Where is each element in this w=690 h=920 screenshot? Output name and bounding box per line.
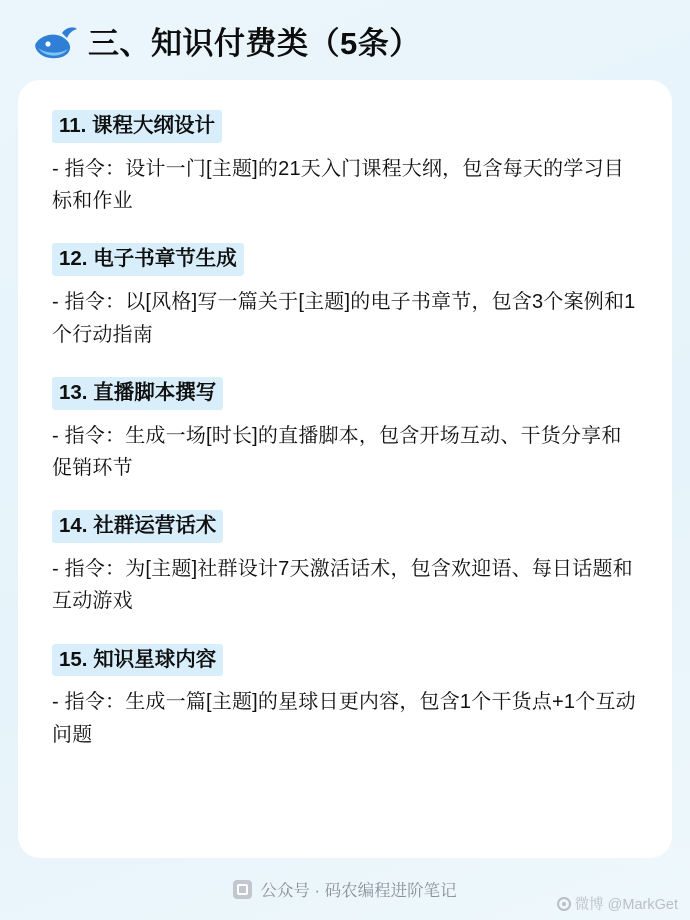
entry-title: 15. 知识星球内容: [52, 644, 223, 677]
entry-body: - 指令：为[主题]社群设计7天激活话术，包含欢迎语、每日话题和互动游戏: [52, 558, 633, 613]
qr-code-icon: [233, 880, 252, 899]
entry-body: - 指令：生成一场[时长]的直播脚本，包含开场互动、干货分享和促销环节: [52, 424, 622, 479]
watermark: [557, 893, 678, 914]
entry-body: - 指令：以[风格]写一篇关于[主题]的电子书章节，包含3个案例和1个行动指南: [52, 291, 636, 346]
page-header: [18, 18, 672, 74]
entry-title: 12. 电子书章节生成: [52, 243, 244, 276]
page-title: 三、知识付费类（5条）: [88, 25, 421, 61]
entry-title: 14. 社群运营话术: [52, 510, 223, 543]
list-item: [52, 243, 638, 350]
entry-body: - 指令：生成一篇[主题]的星球日更内容，包含1个干货点+1个互动问题: [52, 691, 636, 746]
entry-body: - 指令：设计一门[主题]的21天入门课程大纲，包含每天的学习目标和作业: [52, 157, 624, 213]
list-item: [52, 644, 638, 751]
list-item: [52, 377, 638, 484]
list-item: [52, 110, 638, 217]
content-card: [18, 80, 672, 858]
list-item: [52, 510, 638, 617]
whale-icon: [32, 24, 78, 64]
watermark-text: 微博 @MarkGet: [574, 897, 678, 913]
footer-text: 公众号 · 码农编程进阶笔记: [260, 882, 457, 900]
entry-title: 13. 直播脚本撰写: [52, 377, 223, 410]
entry-title: 11. 课程大纲设计: [52, 110, 222, 143]
weibo-icon: [557, 897, 571, 911]
